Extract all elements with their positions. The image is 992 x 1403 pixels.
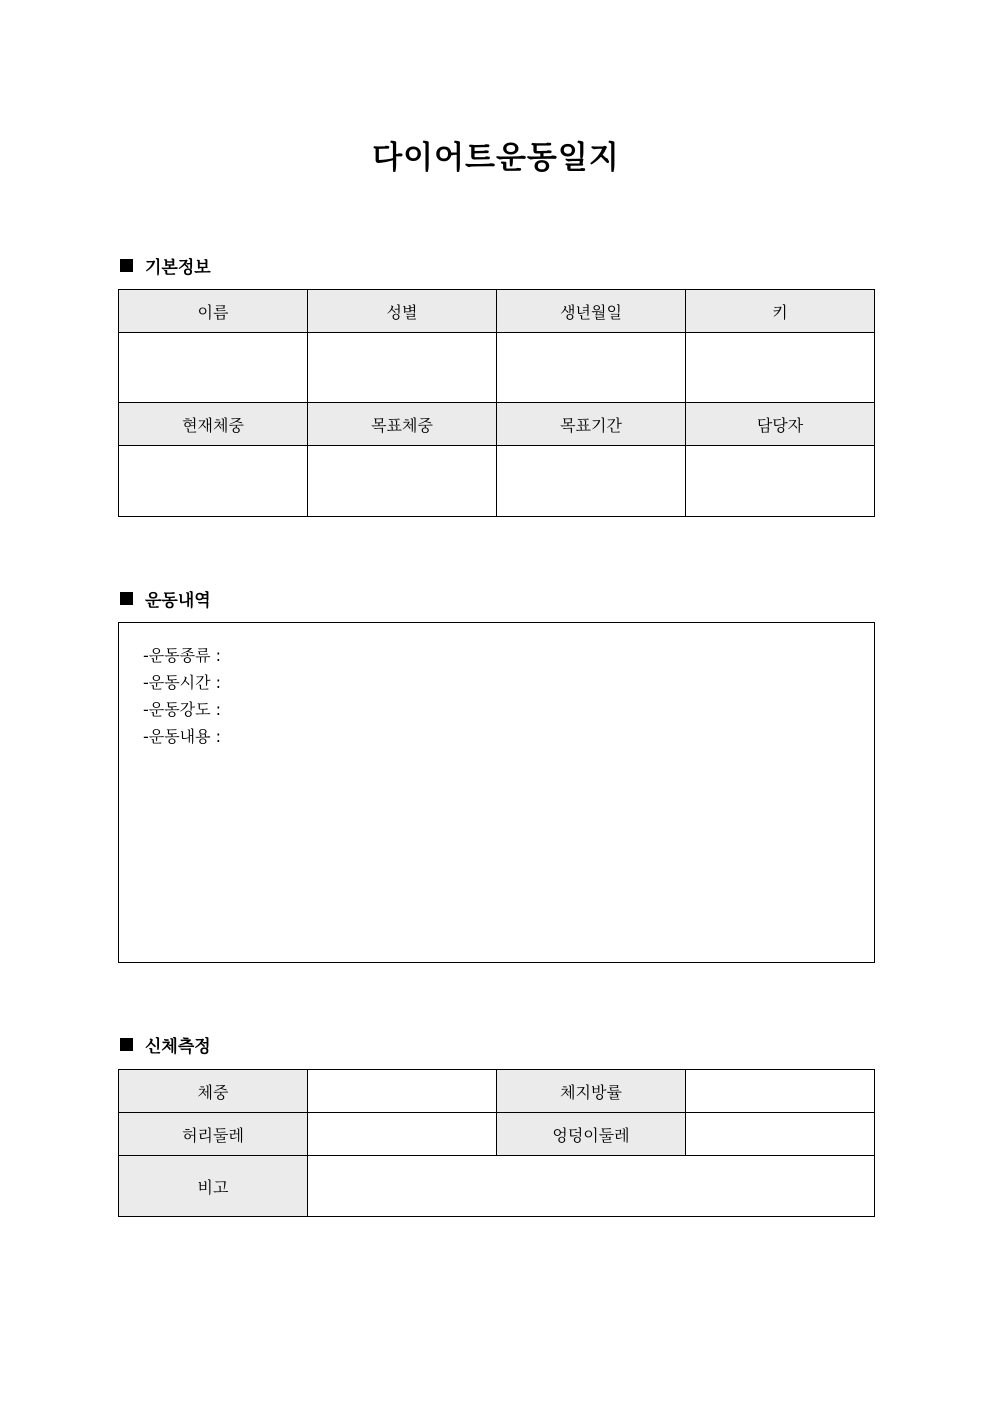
exercise-type-line: -운동종류 :	[143, 646, 222, 665]
table-row	[119, 1070, 875, 1113]
table-row	[119, 403, 875, 446]
input-cell-gender[interactable]	[308, 333, 497, 403]
input-cell-target-weight[interactable]	[308, 446, 497, 517]
basic-info-table	[118, 289, 875, 517]
header-cell-gender: 성별	[308, 290, 497, 333]
section-basic-info-label: 기본정보	[145, 257, 211, 278]
exercise-content-line: -운동내용 :	[143, 727, 222, 746]
input-cell-weight[interactable]	[308, 1070, 497, 1113]
exercise-time-line: -운동시간 :	[143, 673, 222, 692]
section-body-measure-heading	[120, 1033, 211, 1055]
header-cell-name: 이름	[119, 290, 308, 333]
header-cell-weight: 체중	[119, 1070, 308, 1113]
section-basic-info-heading	[120, 254, 211, 276]
input-cell-target-period[interactable]	[497, 446, 686, 517]
exercise-intensity-line: -운동강도 :	[143, 700, 222, 719]
input-cell-body-fat[interactable]	[686, 1070, 875, 1113]
exercise-record-box[interactable]	[118, 622, 875, 963]
input-cell-note[interactable]	[308, 1156, 875, 1217]
section-exercise-label: 운동내역	[145, 590, 211, 611]
table-row	[119, 1113, 875, 1156]
input-cell-name[interactable]	[119, 333, 308, 403]
input-cell-current-weight[interactable]	[119, 446, 308, 517]
input-cell-manager[interactable]	[686, 446, 875, 517]
input-cell-hip[interactable]	[686, 1113, 875, 1156]
section-exercise-heading	[120, 587, 211, 609]
header-cell-body-fat: 체지방률	[497, 1070, 686, 1113]
input-cell-height[interactable]	[686, 333, 875, 403]
header-cell-target-period: 목표기간	[497, 403, 686, 446]
input-cell-birthdate[interactable]	[497, 333, 686, 403]
document-title: 다이어트운동일지	[372, 140, 620, 176]
header-cell-target-weight: 목표체중	[308, 403, 497, 446]
table-row	[119, 290, 875, 333]
header-cell-hip: 엉덩이둘레	[497, 1113, 686, 1156]
square-bullet-icon	[120, 259, 133, 272]
square-bullet-icon	[120, 592, 133, 605]
header-cell-note: 비고	[119, 1156, 308, 1217]
header-cell-waist: 허리둘레	[119, 1113, 308, 1156]
table-row	[119, 333, 875, 403]
header-cell-manager: 담당자	[686, 403, 875, 446]
body-measure-table	[118, 1069, 875, 1217]
input-cell-waist[interactable]	[308, 1113, 497, 1156]
table-row	[119, 446, 875, 517]
table-row	[119, 1156, 875, 1217]
header-cell-current-weight: 현재체중	[119, 403, 308, 446]
header-cell-birthdate: 생년월일	[497, 290, 686, 333]
square-bullet-icon	[120, 1038, 133, 1051]
section-body-measure-label: 신체측정	[145, 1036, 211, 1057]
exercise-lines	[143, 642, 221, 750]
header-cell-height: 키	[686, 290, 875, 333]
